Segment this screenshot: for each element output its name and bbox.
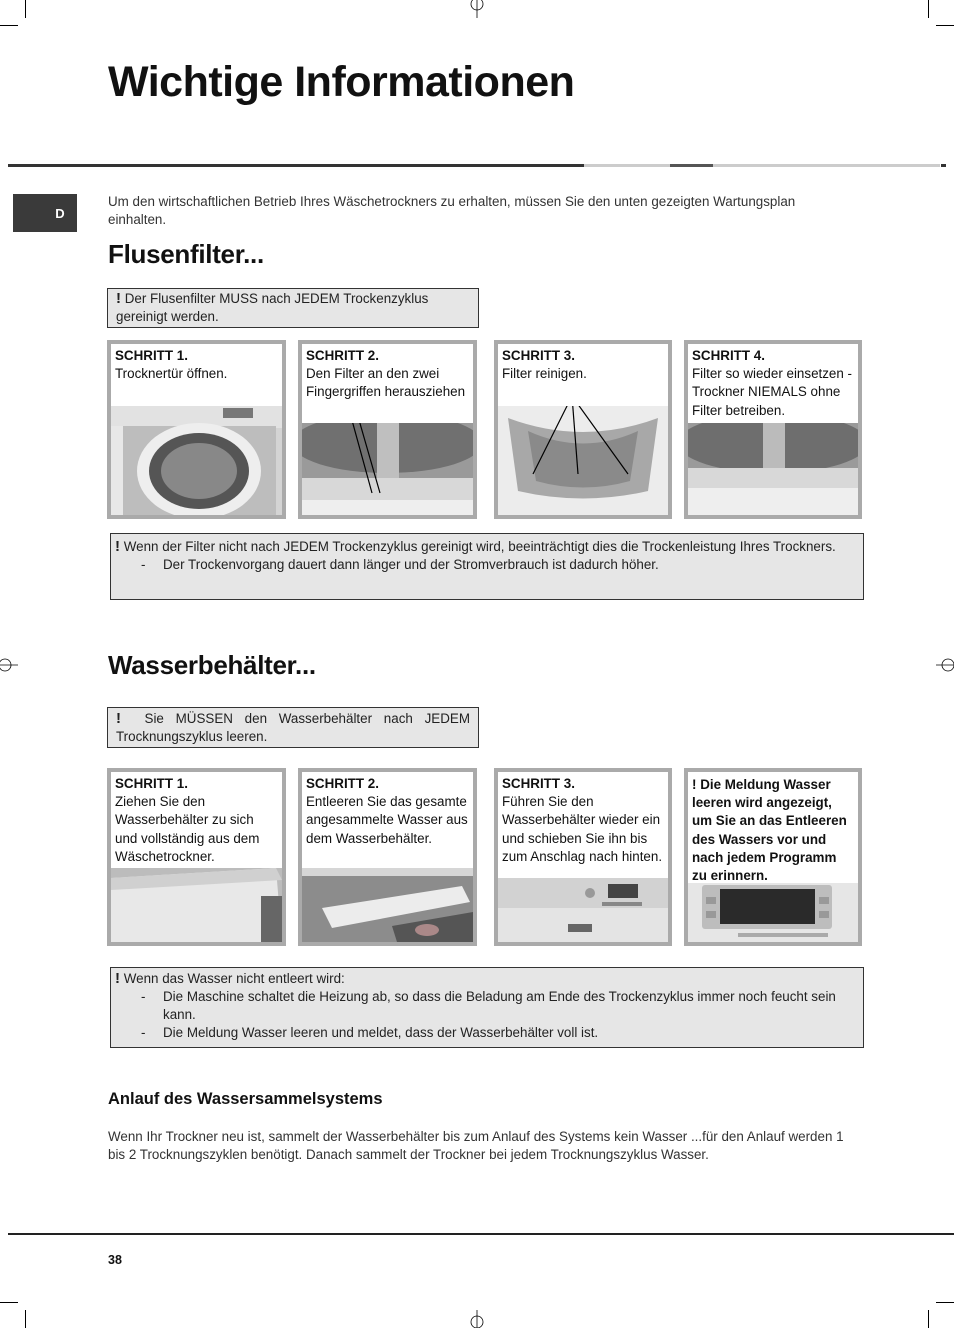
section-heading-water: Wasserbehälter... <box>108 650 316 680</box>
startup-heading: Anlauf des Wassersammelsystems <box>108 1090 383 1108</box>
language-tab: D <box>13 194 77 232</box>
water-step-1: SCHRITT 1. Ziehen Sie den Wasserbehälter zu sich und vollständig aus dem Wäschetrockner. <box>107 768 286 946</box>
water-step-4: ! Die Meldung Wasser leeren wird angezeigt, um Sie an das Entleeren des Wassers vor und nach jedem Programm zu erinnern. <box>684 768 862 946</box>
water-step-2: SCHRITT 2. Entleeren Sie das gesamte angesammelte Wasser aus dem Wasserbehälter. <box>298 768 477 946</box>
filter-step-4: SCHRITT 4. Filter so wieder einsetzen - Trockner NIEMALS ohne Filter betreiben. <box>684 340 862 519</box>
filter-step-3: SCHRITT 3. Filter reinigen. <box>494 340 672 519</box>
water-warning: ! Wenn das Wasser nicht entleert wird: - Die Maschine schaltet die Heizung ab, so dass die Beladung am Ende des Trockenzyklus immer noch feucht sein kann. - Die Meldung Wasser leeren und meldet, dass der Wasserbehälter voll ist. <box>110 967 864 1048</box>
registration-mark-right <box>934 655 954 675</box>
filter-warning: ! Wenn der Filter nicht nach JEDEM Trockenzyklus gereinigt wird, beeinträchtigt dies die Trockenleistung Ihres Trockners. - Der Trockenvorgang dauert dann länger und der Stromverbrauch ist dadurch höher. <box>110 533 864 600</box>
water-step-3: SCHRITT 3. Führen Sie den Wasserbehälter wieder ein und schieben Sie ihn bis zum Anschlag nach hinten. <box>494 768 672 946</box>
footer-rule <box>8 1233 954 1235</box>
header-rule <box>8 164 584 167</box>
water-tank-empty-image <box>302 868 473 942</box>
display-water-empty-image <box>688 883 858 942</box>
startup-text: Wenn Ihr Trockner neu ist, sammelt der Wasserbehälter bis zum Anlauf des Systems kein Wasser ...für den Anlauf werden 1 bis 2 Trocknungszyklen benötigt. Danach sammelt der Trockner bei jedem Trocknungszyklus Wasser. <box>108 1129 844 1162</box>
filter-step-1: SCHRITT 1. Trocknertür öffnen. <box>107 340 286 519</box>
water-tank-pull-image <box>111 868 282 942</box>
registration-mark-left <box>0 655 20 675</box>
filter-removal-image <box>302 423 473 515</box>
water-warning-item-2: - Die Meldung Wasser leeren und meldet, dass der Wasserbehälter voll ist. <box>141 1025 599 1040</box>
dryer-control-panel-image <box>498 878 668 942</box>
intro-text: Um den wirtschaftlichen Betrieb Ihres Wäschetrockners zu erhalten, müssen Sie den unten gezeigten Wartungsplan einhalten. <box>108 194 796 227</box>
dryer-door-open-image <box>111 406 282 515</box>
water-warning-item-1: - Die Maschine schaltet die Heizung ab, so dass die Beladung am Ende des Trockenzyklus immer noch feucht sein kann. <box>141 989 836 1022</box>
filter-reinsert-image <box>688 423 858 515</box>
page-title: Wichtige Informationen <box>108 58 575 106</box>
filter-cleaning-image <box>498 406 668 515</box>
filter-note: ! Der Flusenfilter MUSS nach JEDEM Trockenzyklus gereinigt werden. <box>107 288 479 328</box>
filter-step-2: SCHRITT 2. Den Filter an den zwei Fingergriffen herausziehen <box>298 340 477 519</box>
filter-warning-item: - Der Trockenvorgang dauert dann länger und der Stromverbrauch ist dadurch höher. <box>141 557 659 572</box>
water-note: ! Sie MÜSSEN den Wasserbehälter nach JEDEM Trocknungszyklus leeren. <box>107 707 479 748</box>
registration-mark-bottom <box>467 1310 487 1328</box>
section-heading-filter: Flusenfilter... <box>108 239 264 269</box>
registration-mark-top <box>467 0 487 20</box>
page-number: 38 <box>108 1253 122 1267</box>
